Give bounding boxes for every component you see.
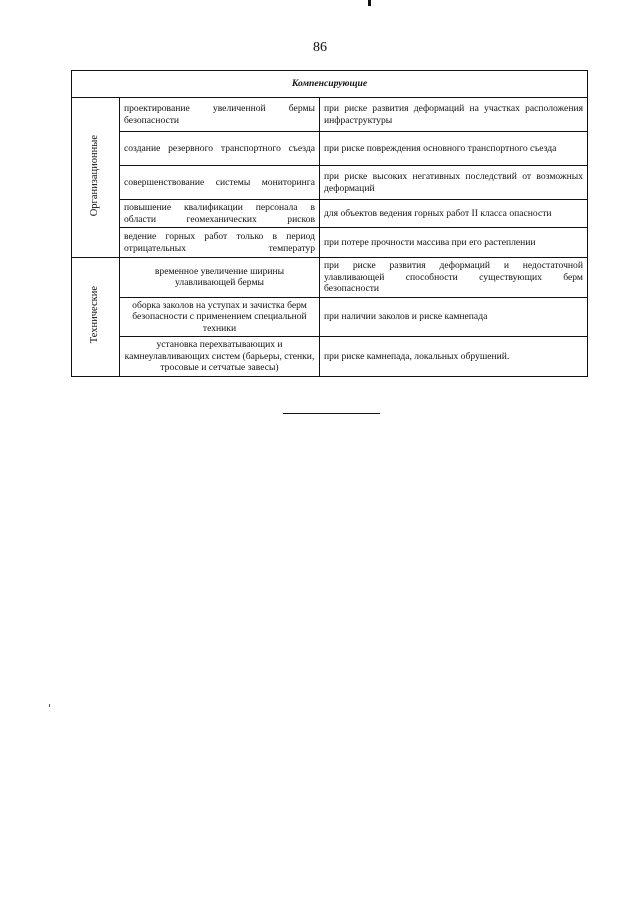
condition-cell: для объектов ведения горных работ II класса опасности xyxy=(320,200,588,228)
table-row xyxy=(72,132,588,166)
scan-mark xyxy=(368,0,371,6)
condition-cell: при потере прочности массива при его растеплении xyxy=(320,228,588,258)
condition-cell: при риске камнепада, локальных обрушений. xyxy=(320,337,588,377)
measure-cell: создание резервного транспортного съезда xyxy=(120,132,320,166)
table-header-row xyxy=(72,71,588,98)
page-number: 86 xyxy=(313,40,327,55)
measure-cell: совершенствование системы мониторинга xyxy=(120,166,320,200)
table-row xyxy=(72,297,588,337)
table-row xyxy=(72,258,588,298)
table-row xyxy=(72,337,588,377)
group-label-technical: Технические xyxy=(89,286,101,344)
table-header: Компенсирующие xyxy=(72,71,588,98)
condition-cell: при наличии заколов и риске камнепада xyxy=(320,297,588,337)
closing-divider-line xyxy=(283,413,380,414)
table-row xyxy=(72,98,588,132)
table-row xyxy=(72,200,588,228)
scan-speck xyxy=(49,704,50,707)
condition-cell: при риске высоких негативных последствий от возможных деформаций xyxy=(320,166,588,200)
group-label-organizational: Организационные xyxy=(89,135,101,217)
table-row xyxy=(72,166,588,200)
measure-cell: ведение горных работ только в период отрицательных температур xyxy=(120,228,320,258)
table-row xyxy=(72,228,588,258)
condition-cell: при риске развития деформаций и недостаточной улавливающей способности существующих берм безопасности xyxy=(320,258,588,298)
group-label-cell-technical xyxy=(72,258,120,377)
measure-cell: установка перехватывающих и камнеулавливающих систем (барьеры, стенки, тросовые и сетчатые завесы) xyxy=(120,337,320,377)
measures-table xyxy=(71,70,588,377)
group-label-cell-organizational xyxy=(72,98,120,258)
measure-cell: проектирование увеличенной бермы безопасности xyxy=(120,98,320,132)
condition-cell: при риске повреждения основного транспортного съезда xyxy=(320,132,588,166)
measure-cell: повышение квалификации персонала в области геомеханических рисков xyxy=(120,200,320,228)
condition-cell: при риске развития деформаций на участках расположения инфраструктуры xyxy=(320,98,588,132)
measure-cell: оборка заколов на уступах и зачистка берм безопасности с применением специальной техники xyxy=(120,297,320,337)
measure-cell: временное увеличение ширины улавливающей бермы xyxy=(120,258,320,298)
